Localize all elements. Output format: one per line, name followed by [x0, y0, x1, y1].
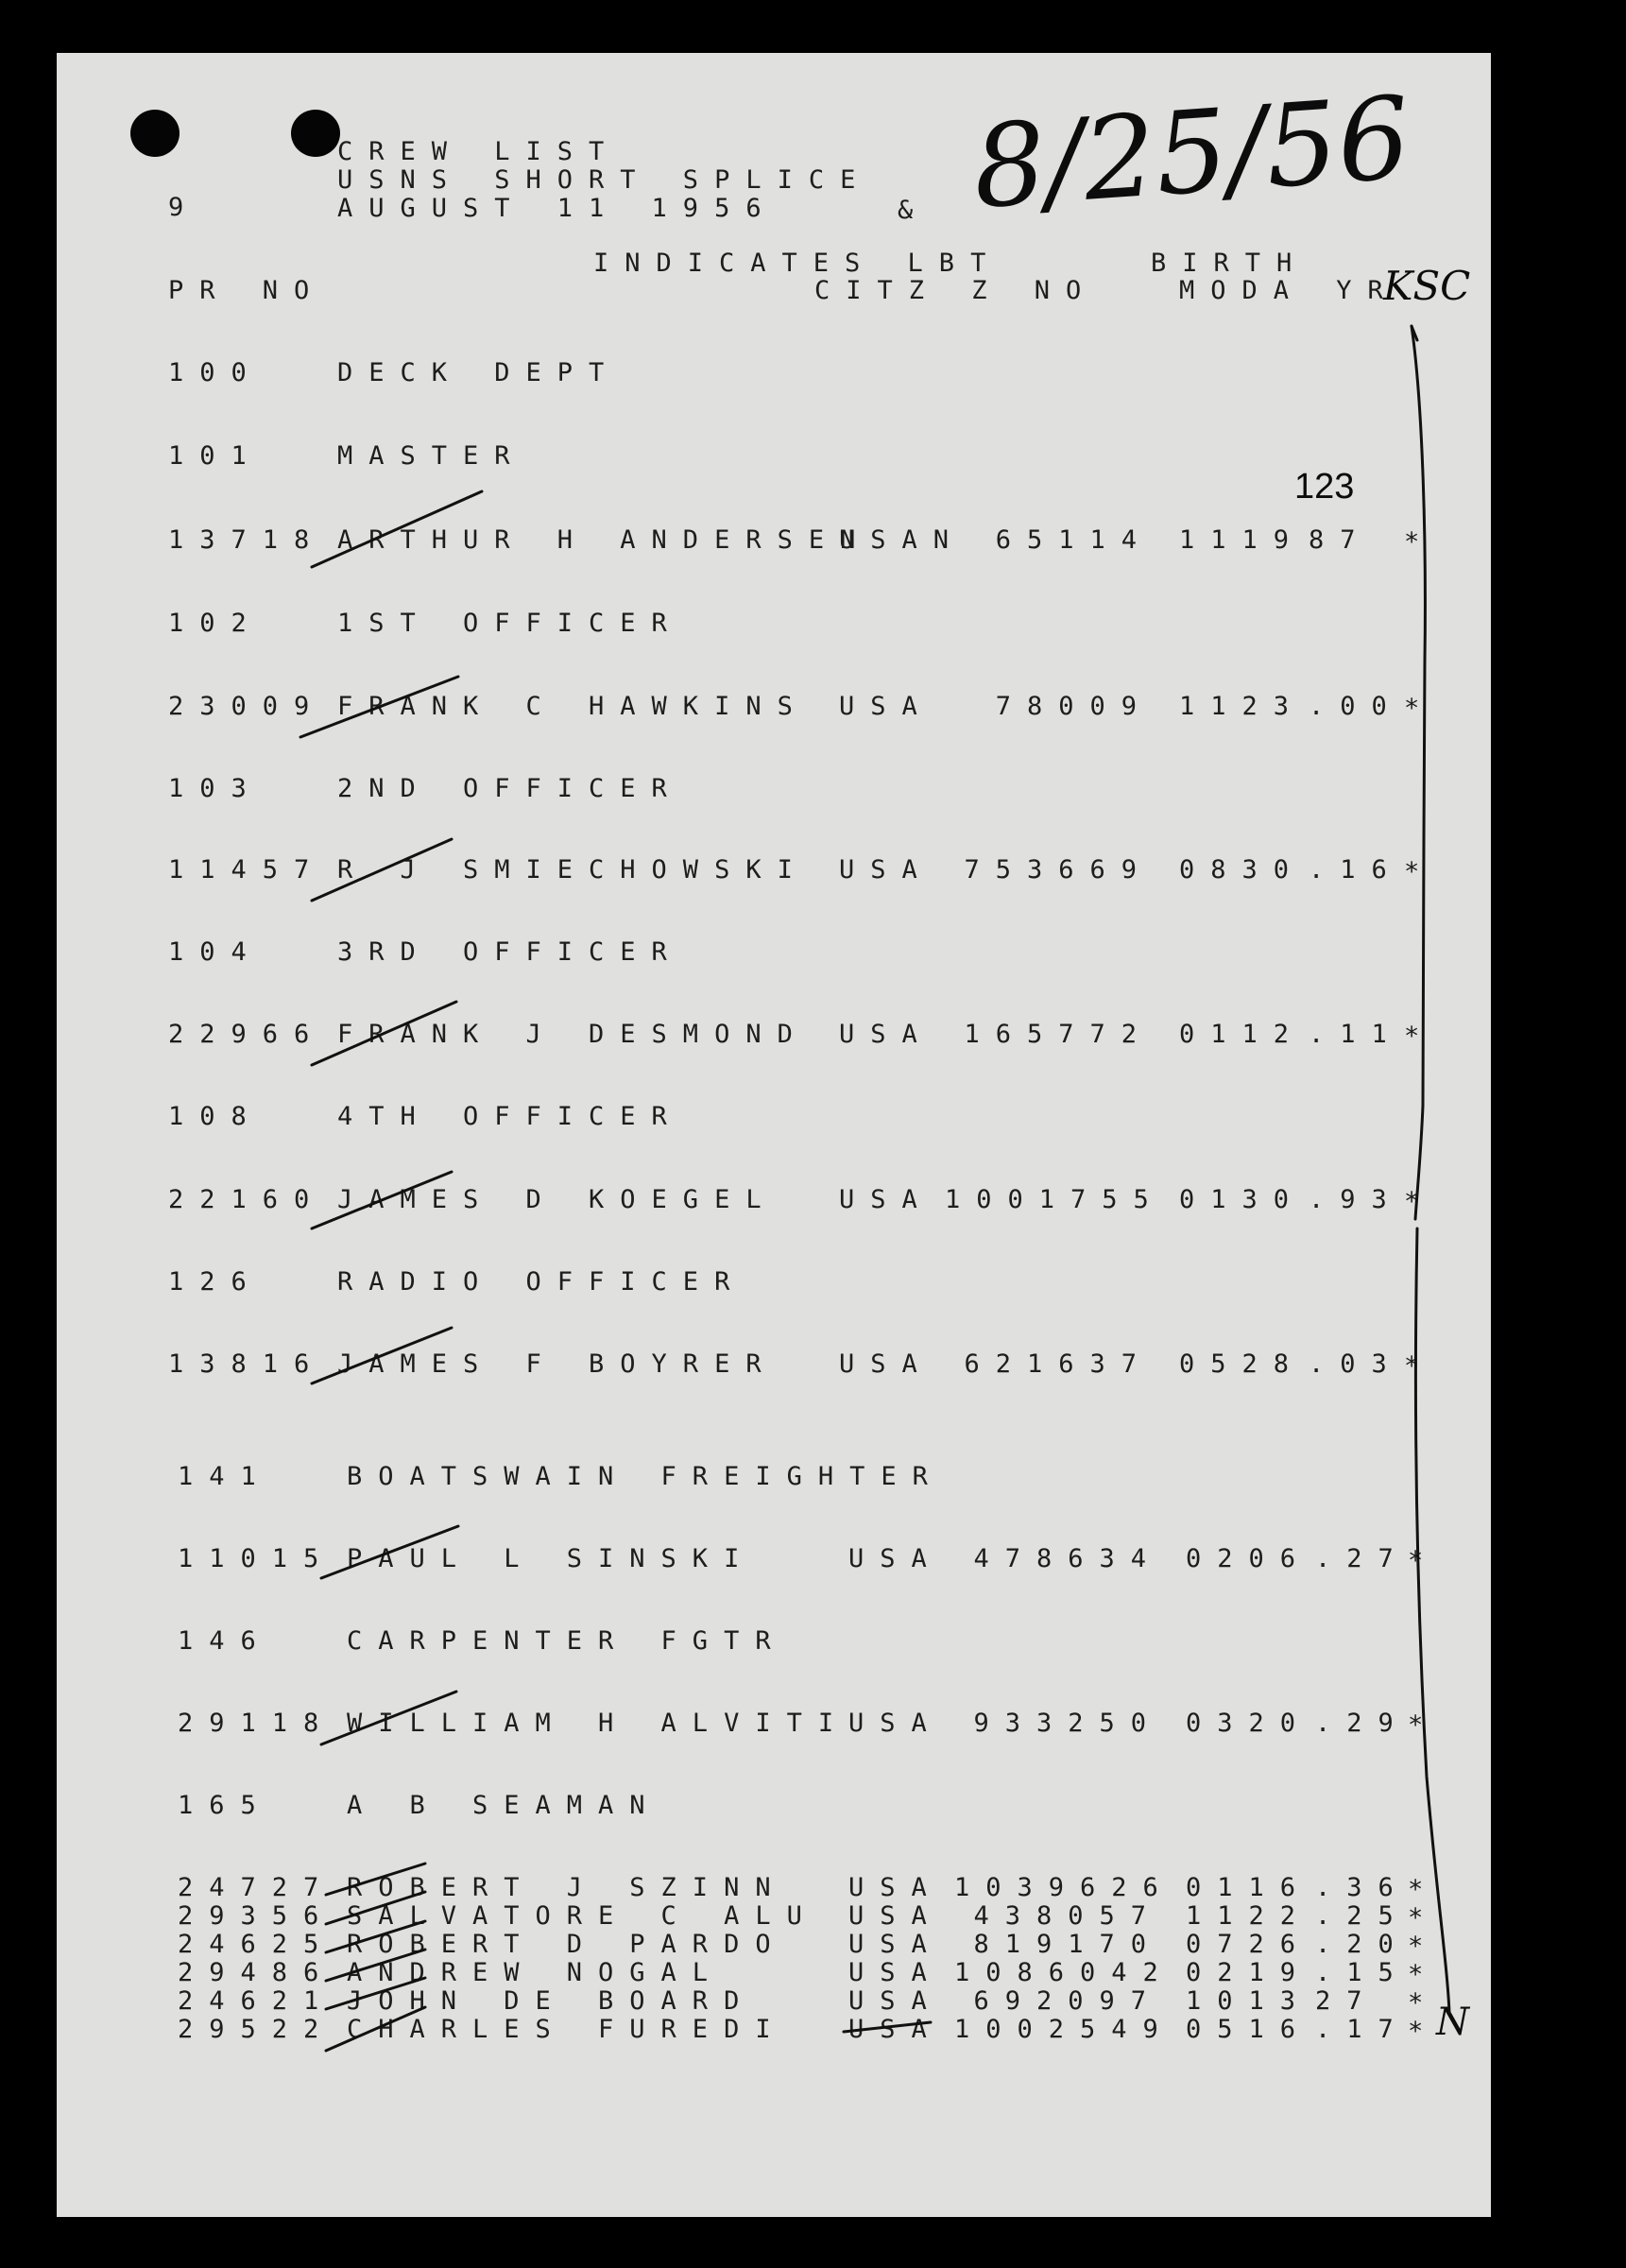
crew-citz: USA — [848, 1873, 943, 1902]
section-code: 103 — [168, 774, 263, 803]
crew-pr-no: 11015 — [178, 1544, 335, 1573]
crew-citz: USA — [848, 1544, 943, 1573]
crew-name: WILLIAM H ALVITI — [347, 1709, 850, 1738]
crew-lbt-mark: * — [1408, 1932, 1440, 1961]
crew-birth-moda: 0830 — [1179, 855, 1306, 885]
crew-birth-yr: .25 — [1315, 1901, 1410, 1931]
crew-birth-yr: 27 — [1315, 1986, 1378, 2016]
crew-z-no: 692097 — [973, 1986, 1162, 2016]
crew-pr-no: 29522 — [178, 2015, 335, 2044]
crew-name: SALVATORE C ALU — [347, 1901, 818, 1931]
section-code: 146 — [178, 1626, 272, 1656]
crew-name: CHARLES FUREDI — [347, 2015, 787, 2044]
title-line-date: AUGUST 11 1956 — [337, 194, 778, 223]
crew-z-no: 65114 — [995, 525, 1153, 555]
crew-lbt-mark: * — [1408, 1875, 1440, 1904]
crew-citz: USAN — [839, 525, 966, 555]
crew-birth-yr: .17 — [1315, 2015, 1410, 2044]
crew-birth-yr: .03 — [1309, 1349, 1403, 1379]
crew-lbt-mark: * — [1408, 1546, 1440, 1575]
section-code: 108 — [168, 1102, 263, 1131]
crew-z-no: 933250 — [973, 1709, 1162, 1738]
crew-name: PAUL L SINSKI — [347, 1544, 756, 1573]
crew-citz: USA — [848, 1986, 943, 2016]
section-title: 4TH OFFICER — [337, 1102, 683, 1131]
crew-name: R J SMIECHOWSKI — [337, 855, 809, 885]
ampersand: & — [898, 196, 930, 225]
crew-birth-moda: 0206 — [1186, 1544, 1312, 1573]
crew-birth-yr: .16 — [1309, 855, 1403, 885]
crew-z-no: 1039626 — [954, 1873, 1174, 1902]
section-title: 1ST OFFICER — [337, 609, 683, 638]
crew-pr-no: 13816 — [168, 1349, 326, 1379]
header-moda-yr: MODA YR — [1179, 276, 1399, 305]
crew-name: ARTHUR H ANDERSEN — [337, 525, 872, 555]
crew-lbt-mark: * — [1404, 694, 1436, 723]
crew-birth-moda: 0116 — [1186, 1873, 1312, 1902]
crew-birth-yr: .11 — [1309, 1020, 1403, 1049]
section-code: 104 — [168, 937, 263, 967]
crew-citz: USA — [839, 1020, 933, 1049]
page-number: 9 — [168, 193, 200, 222]
crew-name: FRANK J DESMOND — [337, 1020, 809, 1049]
crew-citz: USA — [848, 1930, 943, 1959]
crew-citz: USA — [848, 2015, 943, 2044]
section-title: 2ND OFFICER — [337, 774, 683, 803]
crew-lbt-mark: * — [1408, 1960, 1440, 1989]
crew-z-no: 165772 — [964, 1020, 1153, 1049]
crew-birth-moda: 1119 — [1179, 525, 1306, 555]
header-citz-z-no: CITZ Z NO — [814, 276, 1098, 305]
crew-lbt-mark: * — [1404, 1351, 1436, 1381]
crew-birth-yr: .15 — [1315, 1958, 1410, 1987]
crew-z-no: 1002549 — [954, 2015, 1174, 2044]
crew-z-no: 438057 — [973, 1901, 1162, 1931]
crew-name: ROBERT D PARDO — [347, 1930, 787, 1959]
crew-name: FRANK C HAWKINS — [337, 692, 809, 721]
crew-birth-yr: .36 — [1315, 1873, 1410, 1902]
crew-birth-moda: 0320 — [1186, 1709, 1312, 1738]
crew-z-no: 621637 — [964, 1349, 1153, 1379]
crew-pr-no: 24625 — [178, 1930, 335, 1959]
crew-birth-moda: 0112 — [1179, 1020, 1306, 1049]
crew-pr-no: 11457 — [168, 855, 326, 885]
handwritten-date: 8/25/56 — [968, 73, 1414, 234]
crew-citz: USA — [839, 1349, 933, 1379]
crew-birth-yr: .93 — [1309, 1185, 1403, 1214]
crew-pr-no: 22160 — [168, 1185, 326, 1214]
crew-birth-moda: 1122 — [1186, 1901, 1312, 1931]
crew-citz: USA — [848, 1709, 943, 1738]
crew-name: JAMES D KOEGEL — [337, 1185, 778, 1214]
crew-birth-moda: 0726 — [1186, 1930, 1312, 1959]
header-pr-no: PR NO — [168, 276, 326, 305]
crew-pr-no: 22966 — [168, 1020, 326, 1049]
crew-lbt-mark: * — [1408, 2017, 1440, 2046]
crew-name: ROBERT J SZINN — [347, 1873, 787, 1902]
crew-name: JOHN DE BOARD — [347, 1986, 756, 2016]
crew-lbt-mark: * — [1404, 1022, 1436, 1051]
crew-birth-moda: 0219 — [1186, 1958, 1312, 1987]
crew-birth-yr: .20 — [1315, 1930, 1410, 1959]
crew-z-no: 1086042 — [954, 1958, 1174, 1987]
section-code: 141 — [178, 1462, 272, 1491]
crew-birth-moda: 0516 — [1186, 2015, 1312, 2044]
title-line-ship-name: USNS SHORT SPLICE — [337, 165, 872, 195]
crew-citz: USA — [839, 1185, 933, 1214]
crew-name: ANDREW NOGAL — [347, 1958, 725, 1987]
section-title: DECK DEPT — [337, 358, 621, 387]
section-title: BOATSWAIN FREIGHTER — [347, 1462, 944, 1491]
crew-z-no: 819170 — [973, 1930, 1162, 1959]
crew-pr-no: 24621 — [178, 1986, 335, 2016]
crew-lbt-mark: * — [1408, 1988, 1440, 2018]
section-title: A B SEAMAN — [347, 1791, 661, 1820]
crew-pr-no: 13718 — [168, 525, 326, 555]
crew-z-no: 753669 — [964, 855, 1153, 885]
handwritten-initials: KSC — [1383, 263, 1471, 309]
crew-lbt-mark: * — [1404, 527, 1436, 557]
crew-z-no: 78009 — [995, 692, 1153, 721]
crew-birth-moda: 1013 — [1186, 1986, 1312, 2016]
section-code: 165 — [178, 1791, 272, 1820]
crew-birth-yr: .27 — [1315, 1544, 1410, 1573]
crew-lbt-mark: * — [1408, 1710, 1440, 1740]
crew-name: JAMES F BOYRER — [337, 1349, 778, 1379]
section-title: RADIO OFFICER — [337, 1267, 746, 1297]
crew-pr-no: 29118 — [178, 1709, 335, 1738]
crew-z-no: 1001755 — [945, 1185, 1165, 1214]
section-title: 3RD OFFICER — [337, 937, 683, 967]
section-code: 102 — [168, 609, 263, 638]
crew-pr-no: 23009 — [168, 692, 326, 721]
header-indicates-lbt: INDICATES LBT — [593, 249, 1002, 278]
crew-pr-no: 24727 — [178, 1873, 335, 1902]
crew-birth-yr: 87 — [1309, 525, 1372, 555]
crew-citz: USA — [839, 855, 933, 885]
crew-lbt-mark: * — [1404, 857, 1436, 886]
punch-hole-left — [130, 110, 180, 157]
crew-z-no: 478634 — [973, 1544, 1162, 1573]
handwritten-end-mark: N — [1436, 2001, 1469, 2044]
crew-birth-moda: 0528 — [1179, 1349, 1306, 1379]
punch-hole-right — [291, 110, 340, 157]
section-title: CARPENTER FGTR — [347, 1626, 787, 1656]
section-code: 100 — [168, 358, 263, 387]
crew-citz: USA — [839, 692, 933, 721]
crew-lbt-mark: * — [1408, 1903, 1440, 1933]
crew-citz: USA — [848, 1901, 943, 1931]
section-code: 126 — [168, 1267, 263, 1297]
crew-pr-no: 29356 — [178, 1901, 335, 1931]
title-line-crew-list: CREW LIST — [337, 137, 621, 166]
crew-lbt-mark: * — [1404, 1187, 1436, 1216]
handwritten-page-number: 123 — [1294, 467, 1355, 507]
section-title: MASTER — [337, 441, 526, 471]
crew-birth-yr: .29 — [1315, 1709, 1410, 1738]
crew-pr-no: 29486 — [178, 1958, 335, 1987]
crew-citz: USA — [848, 1958, 943, 1987]
crew-birth-yr: .00 — [1309, 692, 1403, 721]
crew-birth-moda: 1123 — [1179, 692, 1306, 721]
header-birth: BIRTH — [1151, 249, 1309, 278]
crew-birth-moda: 0130 — [1179, 1185, 1306, 1214]
section-code: 101 — [168, 441, 263, 471]
